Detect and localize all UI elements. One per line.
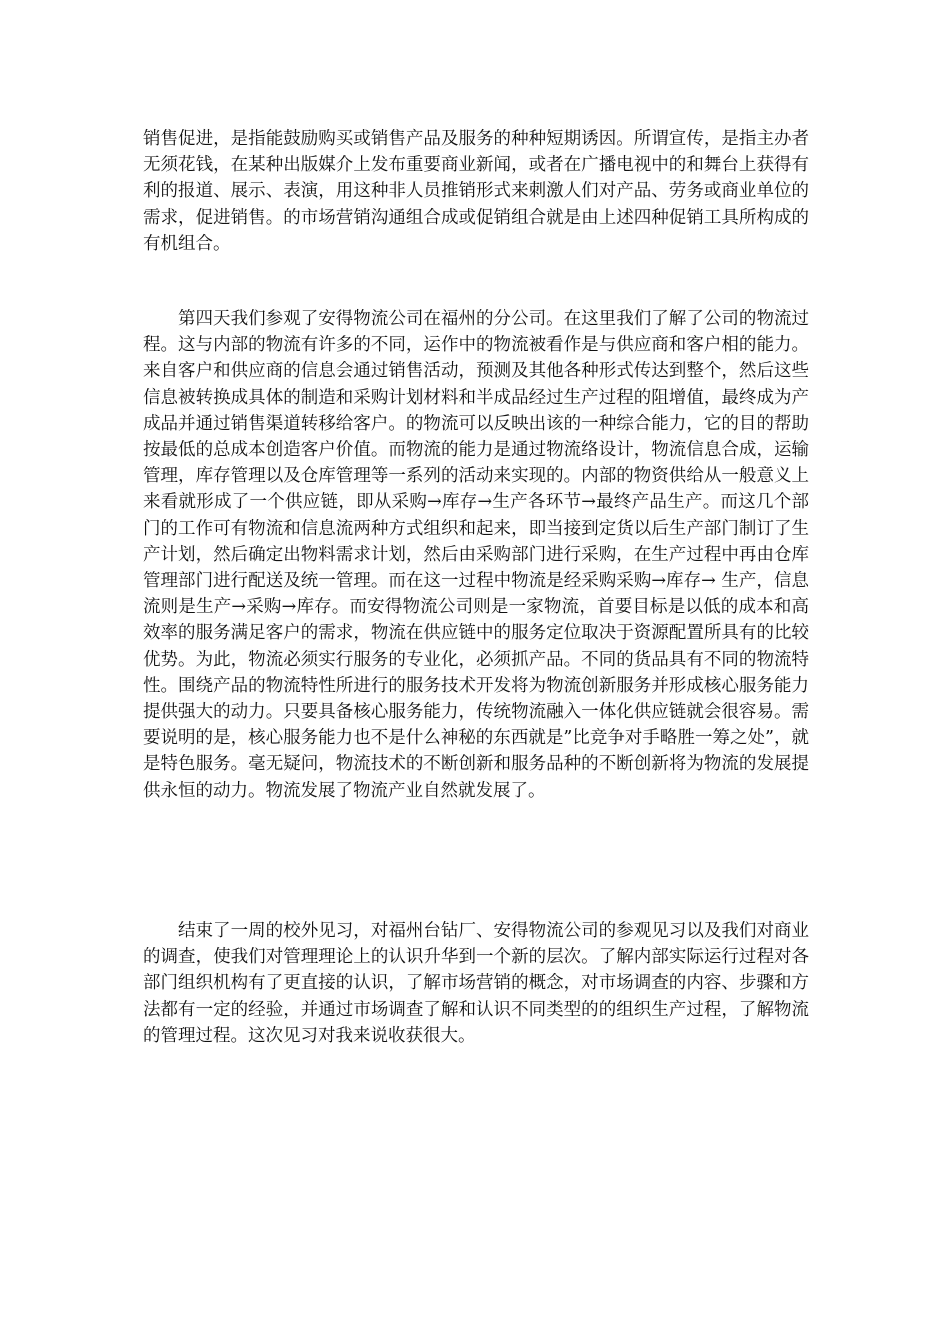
paragraph-conclusion: 结束了一周的校外见习，对福州台钻厂、安得物流公司的参观见习以及我们对商业的调查，使我们对管理理论上的认识升华到一个新的层次。了解内部实际运行过程对各部门组织机构有了更直接的认识，了解市场营销的概念，对市场调查的内容、步骤和方法都有一定的经验，并通过市场调查了解和认识不同类型的的组织生产过程，了解物流的管理过程。这次见习对我来说收获很大。 <box>143 921 809 1046</box>
paragraph-day-four-logistics: 第四天我们参观了安得物流公司在福州的分公司。在这里我们了解了公司的物流过程。这与内部的物流有许多的不同，运作中的物流被看作是与供应商和客户相的能力。来自客户和供应商的信息会通过销售活动，预测及其他各种形式传达到整个，然后这些信息被转换成具体的制造和采购计划材料和半成品经过生产过程的阻增值，最终成为产成品并通过销售渠道转移给客户。的物流可以反映出该的一种综合能力，它的目的帮助按最低的总成本创造客户价值。而物流的能力是通过物流络设计，物流信息合成，运输管理，库存管理以及仓库管理等一系列的活动来实现的。内部的物资供给从一般意义上来看就形成了一个供应链，即从采购→库存→生产各环节→最终产品生产。而这几个部门的工作可有物流和信息流两种方式组织和起来，即当接到定货以后生产部门制订了生产计划，然后确定出物料需求计划，然后由采购部门进行采购，在生产过程中再由仓库管理部门进行配送及统一管理。而在这一过程中物流是经采购采购→库存→ 生产，信息流则是生产→采购→库存。而安得物流公司则是一家物流，首要目标是以低的成本和高效率的服务满足客户的需求，物流在供应链中的服务定位取决于资源配置所具有的比较优势。为此，物流必须实行服务的专业化，必须抓产品。不同的货品具有不同的物流特性。围绕产品的物流特性所进行的服务技术开发将为物流创新服务并形成核心服务能力提供强大的动力。只要具备核心服务能力，传统物流融入一体化供应链就会很容易。需要说明的是，核心服务能力也不是什么神秘的东西就是”比竞争对手略胜一筹之处”，就是特色服务。毫无疑问，物流技术的不断创新和服务品种的不断创新将为物流的发展提供永恒的动力。物流发展了物流产业自然就发展了。 <box>143 309 809 801</box>
paragraph-sales-promotion: 销售促进，是指能鼓励购买或销售产品及服务的种种短期诱因。所谓宣传，是指主办者无须花钱，在某种出版媒介上发布重要商业新闻，或者在广播电视中的和舞台上获得有利的报道、展示、表演，用这种非人员推销形式来刺激人们对产品、劳务或商业单位的需求，促进销售。的市场营销沟通组合成或促销组合就是由上述四种促销工具所构成的有机组合。 <box>143 129 809 254</box>
